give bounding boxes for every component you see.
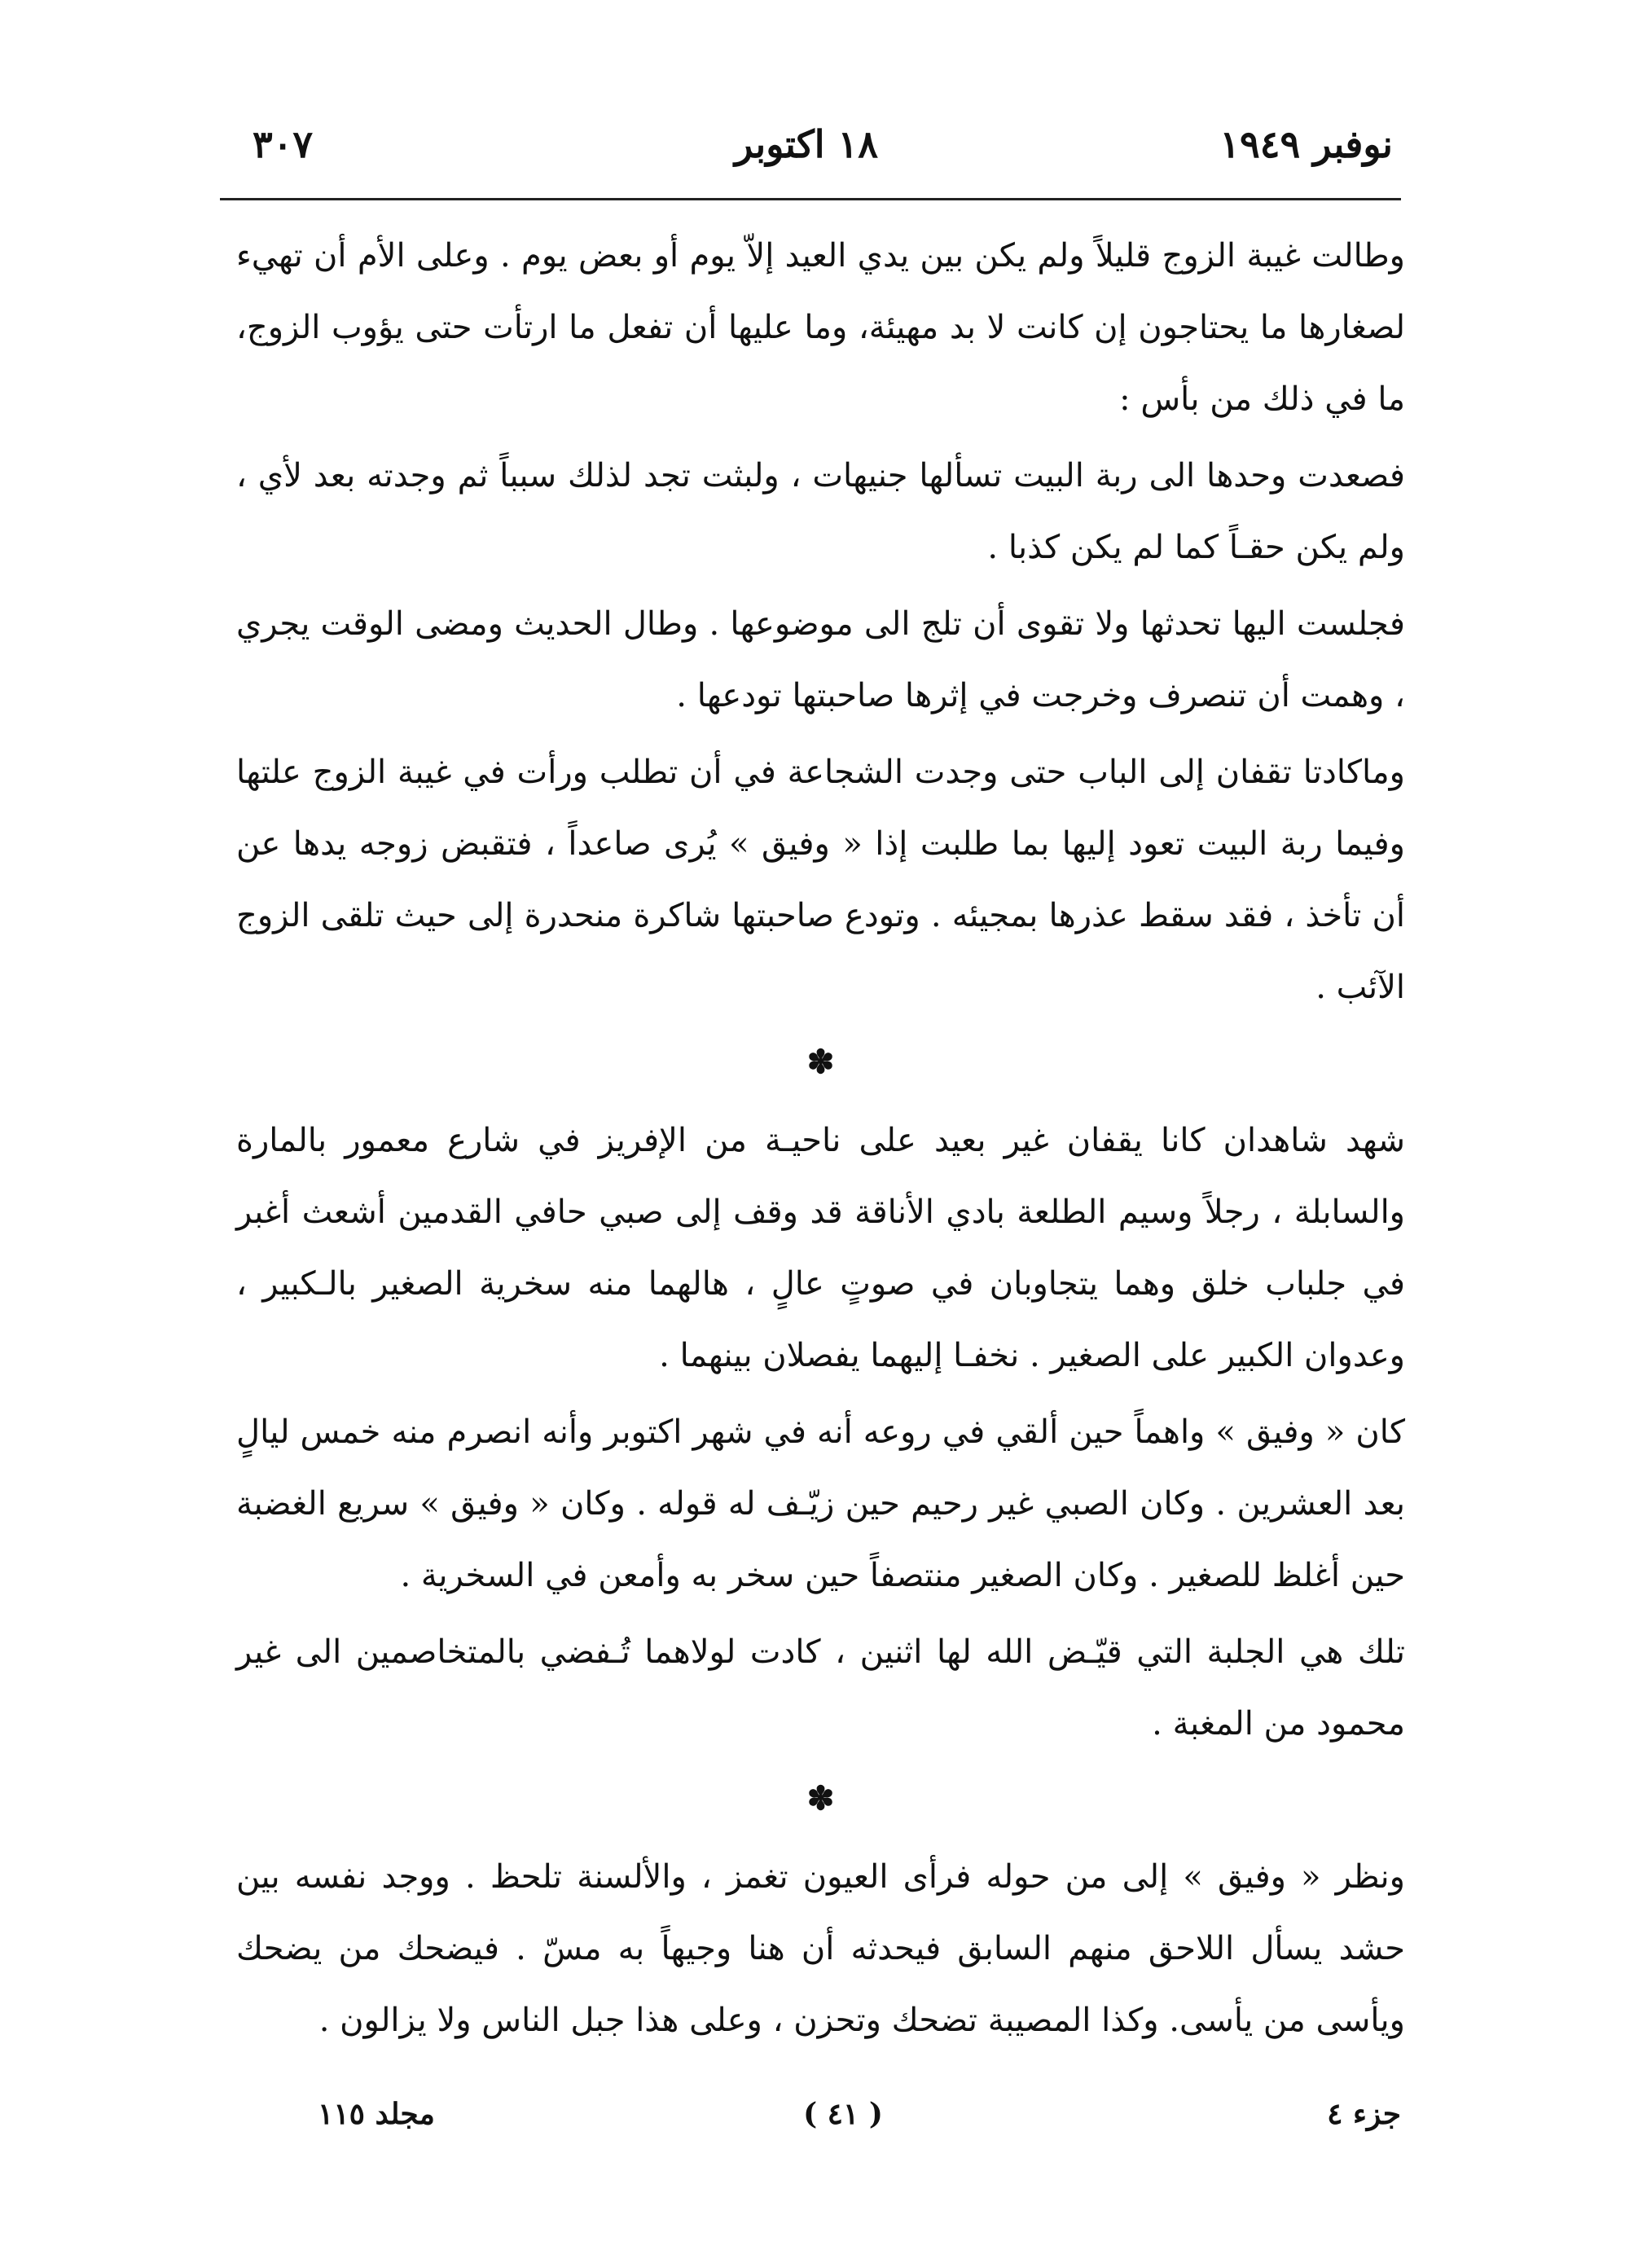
paragraph: وطالت غيبة الزوج قليلاً ولم يكن بين يدي العيد إلاّ يوم أو بعض يوم . وعلى الأم أن تهيء لصغارها ما يحتاجون إن كانت لا بد مهيئة، وما عليها أن تفعل ما ارتأت حتى يؤوب الزوج، ما في ذلك من بأس : [236,237,1405,418]
running-header [220,122,1393,187]
paragraph: شهد شاهدان كانا يقفان غير بعيد على ناحيـة من الإفريز في شارع معمور بالمارة والسابلة ، رجلاً وسيم الطلعة بادي الأناقة قد وقف إلى صبي حافي القدمين أشعث أغبر في جلباب خلق وهما يتجاوبان في صوتٍ عالٍ ، هالهما منه سخرية الصغير بالـكبير ، وعدوان الكبير على الصغير . نخفـا إليهما يفصلان بينهما . [236,1122,1406,1374]
footer-part: جزء ٤ [1327,2097,1401,2131]
paragraph: ونظر « وفيق » إلى من حوله فرأى العيون تغمز ، والألسنة تلحظ . ووجد نفسه بين حشد يسأل اللاحق منهم السابق فيحدثه أن هنا وجيهاً به مسّ . فيضحك من يضحك ويأسى من يأسى. وكذا المصيبة تضحك وتحزن ، وعلى هذا جبل الناس ولا يزالون . [236,1858,1405,2039]
paragraph: كان « وفيق » واهماً حين ألقي في روعه أنه في شهر اكتوبر وأنه انصرم منه خمس ليالٍ بعد العشرين . وكان الصبي غير رحيم حين زيّـف له قوله . وكان « وفيق » سريع الغضبة حين أغلظ للصغير . وكان الصغير منتصفاً حين سخر به وأمعن في السخرية . [236,1413,1406,1594]
header-rule [220,198,1401,200]
footer-volume: مجلد ١١٥ [318,2097,435,2131]
paragraph: وماكادتا تقفان إلى الباب حتى وجدت الشجاعة في أن تطلب ورأت في غيبة الزوج علتها وفيما ربة البيت تعود إليها بما طلبت إذا « وفيق » يُرى صاعداً ، فتقبض زوجه يدها عن أن تأخذ ، فقد سقط عذرها بمجيئه . وتودع صاحبتها شاكرة منحدرة إلى حيث تلقى الزوج الآئب . [236,754,1405,1006]
paragraph: تلك هي الجلبة التي قيّـض الله لها اثنين ، كادت لولاهما تُـفضي بالمتخاصمين الى غير محمود من المغبة . [236,1633,1405,1743]
paragraph: فصعدت وحدها الى ربة البيت تسألها جنيهات ، ولبثت تجد لذلك سبباً ثم وجدته بعد لأي ، ولم يكن حقـاً كما لم يكن كذبا . [236,457,1405,566]
page-footer [285,2097,1401,2146]
header-title: ١٨ اكتوبر [735,122,878,166]
section-separator: ✽ [806,1779,835,1817]
paragraph: فجلست اليها تحدثها ولا تقوى أن تلج الى موضوعها . وطال الحديث ومضى الوقت يجري ، وهمت أن تنصرف وخرجت في إثرها صاحبتها تودعها . [236,605,1405,714]
section-separator: ✽ [806,1043,835,1081]
footer-page-marker: ( ٤١ ) [803,2097,883,2131]
article-body [236,220,1405,2056]
header-page-number: ٣٠٧ [253,122,314,166]
header-date: نوفبر ١٩٤٩ [1219,122,1393,166]
